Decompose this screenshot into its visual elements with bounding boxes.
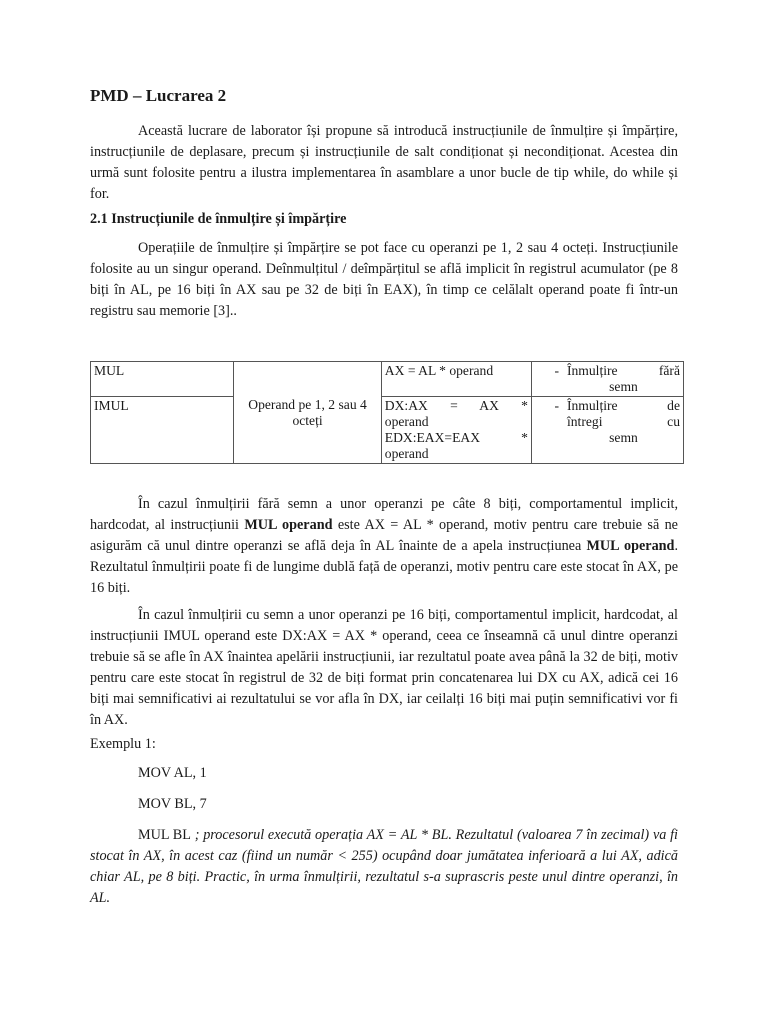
code-line: MOV AL, 1 [138,765,207,781]
table-row [91,362,684,397]
section-heading-2-1: 2.1 Instrucțiunile de înmulțire și împărțire [90,211,347,227]
desc-line: întregi cu [566,414,680,429]
desc-line: semn [609,430,638,445]
paragraph-operations [90,238,678,322]
paragraph-mul: În cazul înmulțirii fără semn a unor operanzi pe câte 8 biți, comportamentul implicit, hardcodat, al instrucțiunii MUL operand este AX = AL * operand, motiv pentru care trebuie să ne asigurăm că unul dintre operanzi se află deja în AL înainte de a apela instrucțiunea MUL operand. Rezultatul înmulțirii poate fi de lungime dublă față de operanzi, motiv pentru care este stocat în AX, pe 16 biți. [90,496,678,596]
table-cell-operand: Operand pe 1, 2 sau 4 octeți [234,362,381,464]
intro-paragraph [90,121,678,205]
example-label: Exemplu 1: [90,736,156,752]
mul-operand-bold: MUL operand [586,538,675,554]
instructions-table [90,361,684,464]
code-line: MOV BL, 7 [138,796,207,812]
paragraph-imul-text: În cazul înmulțirii cu semn a unor operanzi pe 16 biți, comportamentul implicit, hardcodat, al instrucțiunii IMUL operand este DX:AX = AX * operand, ceea ce înseamnă că unul dintre operanzi trebuie să se afle în AX înaintea apelării instrucțiunii, iar rezultatul poate avea până la 32 de biți, motiv pentru care este stocat în registrul de 32 de biți format prin concatenarea lui DX cu AX, adică cei 16 biți mai semnificativi ai rezultatului se vor afla în DX, iar ceilalți 16 biți mai puțin semnificativi vor fi în AX. [90,607,678,728]
code-line-comment [90,825,678,909]
desc-line: - Înmulțire fără [554,363,680,378]
paragraph-operations-text: Operațiile de înmulțire și împărțire se pot face cu operanzi pe 1, 2 sau 4 octeți. Instrucțiunile folosite au un singur operand. Deînmulțitul / deîmpărțitul se află implicit în registrul acumulator (pe 8 biți în AL, pe 16 biți în AX sau pe 32 de biți în EAX), în timp ce celălalt operand poate fi într-un registru sau memorie [3].. [90,240,678,319]
code-mul: MUL BL [138,827,191,843]
mul-operand-bold: MUL operand [244,517,333,533]
document-title: PMD – Lucrarea 2 [90,86,227,105]
code-comment: ; procesorul execută operația AX = AL * BL. Rezultatul (valoarea 7 în zecimal) va fi stocat în AX, în acest caz (fiind un număr < 255) ocupând doar jumătatea inferioară a lui AX, adică chiar AL, pe 8 biți. Practic, în urma înmulțirii, rezultatul s-a suprascris peste unul dintre operanzi, în AL. [90,827,678,906]
table-cell-instr: IMUL [91,397,234,464]
table-cell-effect: DX:AX = AX * operand EDX:EAX=EAX * operand [381,397,531,464]
intro-text: Această lucrare de laborator își propune să introducă instrucțiunile de înmulțire și împărțire, instrucțiunile de deplasare, precum și instrucțiunile de salt condiționat și necondiționat. Acestea din urmă sunt folosite pentru a ilustra implementarea în asamblare a unor bucle de tip while, do while și for. [90,123,678,202]
table-cell-effect: AX = AL * operand [381,362,531,397]
desc-line: semn [609,379,638,394]
table-cell-instr: MUL [91,362,234,397]
desc-line: - Înmulțire de [554,398,680,413]
table-cell-desc [531,362,683,397]
table-row [91,397,684,464]
paragraph-imul [90,605,678,731]
table-cell-desc [531,397,683,464]
